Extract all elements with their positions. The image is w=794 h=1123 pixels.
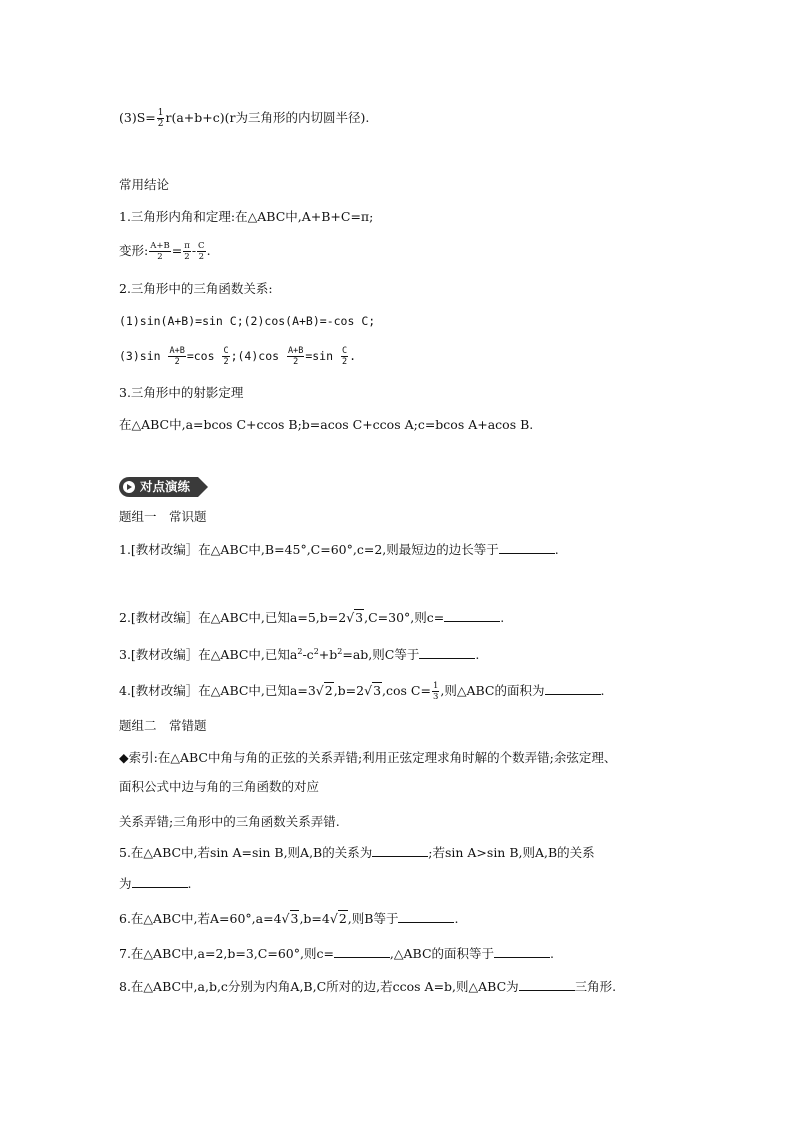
projection-theorem-line: 在△ABC中,a=bcos C+ccos B;b=acos C+ccos A;c=bcos A+acos B. bbox=[119, 417, 534, 432]
question-7: 7.在△ABC中,a=2,b=3,C=60°,则c= ,△ABC的面积等于 . bbox=[119, 946, 555, 961]
fraction-one-half: $\frac{1}{2}$ bbox=[157, 108, 164, 129]
trig-relation-line-1: (1)sin(A+B)=sin C;(2)cos(A+B)=-cos C; bbox=[119, 314, 376, 328]
question-1: 1.[教材改编］在△ABC中,B=45°,C=60°,c=2,则最短边的边长等于 . bbox=[119, 542, 559, 557]
answer-blank[interactable] bbox=[132, 875, 188, 888]
answer-blank[interactable] bbox=[499, 541, 555, 554]
answer-blank[interactable] bbox=[398, 910, 454, 923]
trig-relation-line-2: (3)sin $\frac{A+B}{2}$ =cos $\frac{C}{2}$ ;(4)cos $\frac{A+B}{2}$ =sin $\frac{C}{2}$ . bbox=[119, 346, 357, 367]
question-5: 5.在△ABC中,若sin A=sin B,则A,B的关系为 ;若sin A>sin B,则A,B的关系 bbox=[119, 845, 595, 860]
index-line-2: 面积公式中边与角的三角函数的对应 bbox=[119, 779, 320, 794]
question-8: 8.在△ABC中,a,b,c分别为内角A,B,C所对的边,若ccos A=b,则△ABC为 三角形. bbox=[119, 979, 617, 994]
group2-title: 题组二 常错题 bbox=[119, 718, 207, 733]
question-4: 4.[教材改编］在△ABC中,已知a=3√2,b=2√3,cos C= $\frac{1}{3}$ ,则△ABC的面积为 . bbox=[119, 681, 605, 702]
play-circle-icon bbox=[123, 481, 135, 493]
conclusion-item-1: 1.三角形内角和定理:在△ABC中,A+B+C=π; bbox=[119, 209, 374, 224]
area-formula-3: (3)S= $\frac{1}{2}$ r(a+b+c)(r为三角形的内切圆半径). bbox=[119, 108, 370, 129]
answer-blank[interactable] bbox=[494, 945, 550, 958]
answer-blank[interactable] bbox=[419, 646, 475, 659]
answer-blank[interactable] bbox=[444, 609, 500, 622]
answer-blank[interactable] bbox=[372, 844, 428, 857]
common-conclusions-heading: 常用结论 bbox=[119, 177, 170, 192]
section-badge: 对点演练 bbox=[119, 477, 208, 497]
conclusion-item-2: 2.三角形中的三角函数关系: bbox=[119, 281, 273, 296]
answer-blank[interactable] bbox=[334, 945, 390, 958]
index-line-1: ◆索引:在△ABC中角与角的正弦的关系弄错;利用正弦定理求角时解的个数弄错;余弦定理、 bbox=[119, 750, 617, 765]
group1-title: 题组一 常识题 bbox=[119, 509, 207, 524]
answer-blank[interactable] bbox=[519, 978, 575, 991]
answer-blank[interactable] bbox=[545, 682, 601, 695]
index-line-3: 关系弄错;三角形中的三角函数关系弄错. bbox=[119, 814, 340, 829]
question-3: 3.[教材改编］在△ABC中,已知$a^2-c^2+b^2=ab$,则C等于 . bbox=[119, 646, 480, 662]
question-6: 6.在△ABC中,若A=60°,a=4√3,b=4√2,则B等于 . bbox=[119, 911, 459, 926]
angle-sum-variant: 变形: $\frac{A+B}{2}$ = $\frac{\pi}{2}$ - $\frac{C}{2}$ . bbox=[119, 241, 211, 262]
question-5-cont: 为 . bbox=[119, 876, 192, 891]
conclusion-item-3: 3.三角形中的射影定理 bbox=[119, 385, 244, 400]
question-2: 2.[教材改编］在△ABC中,已知a=5,b=2√3,C=30°,则c= . bbox=[119, 610, 505, 625]
